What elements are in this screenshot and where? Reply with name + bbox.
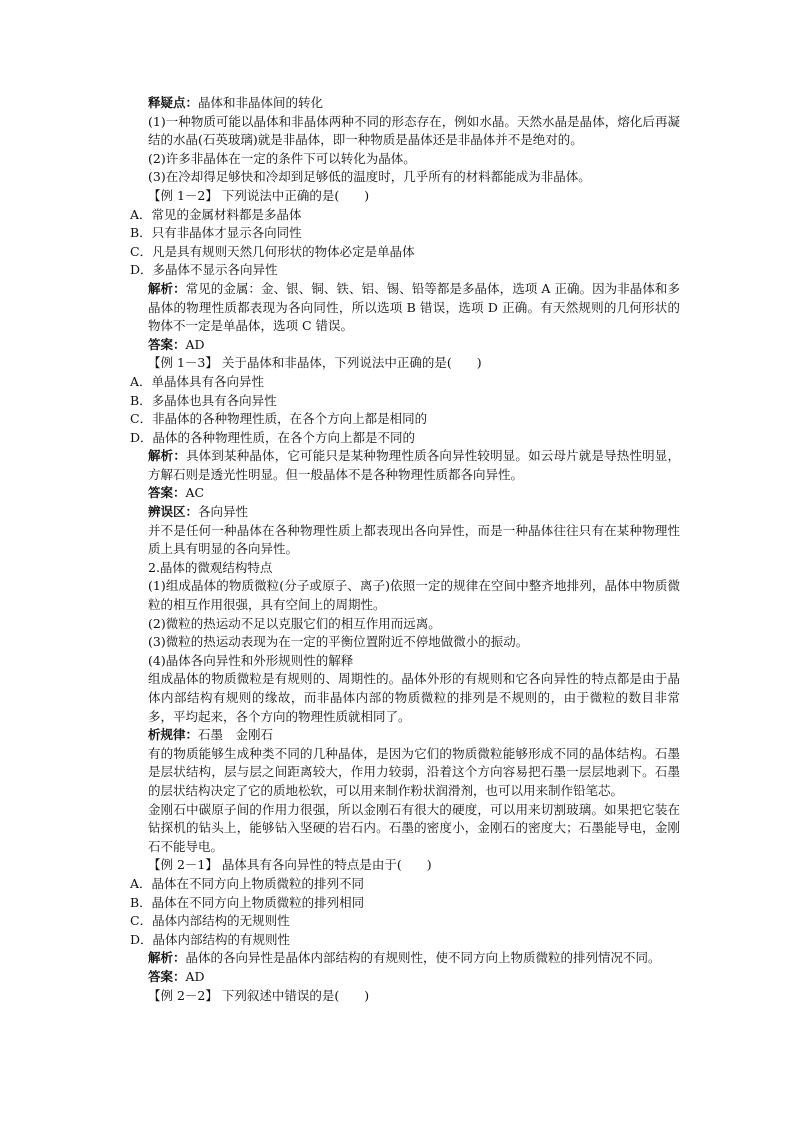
analysis: [118, 447, 680, 484]
example-label: 【例 1－2】: [148, 187, 218, 203]
option: C．凡是具有规则天然几何形状的物体必定是单晶体: [130, 243, 415, 259]
paragraph: (2)许多非晶体在一定的条件下可以转化为晶体。: [148, 150, 416, 166]
example-question-text: 晶体具有各向异性的特点是由于( ): [221, 857, 432, 873]
option: A．常见的金属材料都是多晶体: [130, 206, 302, 222]
option: D．晶体的各种物理性质，在各个方向上都是不同的: [130, 429, 416, 445]
analysis-label: 解析：: [148, 448, 187, 464]
paragraph: (1)一种物质可能以晶体和非晶体两种不同的形态存在，例如水晶。天然水晶是晶体，熔化后再凝结的水晶(石英玻璃)就是非晶体，即一种物质是晶体还是非晶体并不是绝对的。: [148, 113, 680, 148]
analysis-text: 常见的金属：金、银、铜、铁、铝、锡、铅等都是多晶体，选项 A 正确。因为非晶体和多晶体的物理性质都表现为各向同性，所以选项 B 错误，选项 D 正确。有天然规则的几何形状的物体不一定是单晶体，选项 C 错误。: [148, 280, 680, 334]
heading-rule: [118, 726, 680, 745]
label: 析规律：: [148, 727, 199, 743]
paragraph: (3)在冷却得足够快和冷却到足够低的温度时，几乎所有的材料都能成为非晶体。: [148, 169, 591, 185]
example-question: [118, 987, 680, 1006]
document-page: [118, 94, 680, 1005]
answer-label: 答案：: [148, 485, 186, 501]
analysis-label: 解析：: [148, 950, 186, 966]
section-heading: 2.晶体的微观结构特点: [148, 559, 273, 575]
option: A．晶体在不同方向上物质微粒的排列不同: [130, 875, 365, 891]
text: 各向异性: [198, 504, 249, 520]
answer: [118, 968, 680, 987]
analysis-label: 解析：: [148, 280, 186, 296]
option: B．多晶体也具有各向异性: [130, 392, 277, 408]
option: D．多晶体不显示各向异性: [130, 262, 278, 278]
example-question: [118, 187, 680, 206]
paragraph: 金刚石中碳原子间的作用力很强，所以金刚石有很大的硬度，可以用来切割玻璃。如果把它装在钻探机的钻头上，能够钻入坚硬的岩石内。石墨的密度小，金刚石的密度大；石墨能导电，金刚石不能导电。: [148, 801, 680, 854]
paragraph: 并不是任何一种晶体在各种物理性质上都表现出各向异性，而是一种晶体往往只有在某种物理性质上具有明显的各向异性。: [148, 522, 680, 557]
paragraph: 有的物质能够生成种类不同的几种晶体，是因为它们的物质微粒能够形成不同的晶体结构。石墨是层状结构，层与层之间距离较大，作用力较弱，沿着这个方向容易把石墨一层层地剥下。石墨的层状结构决定了它的质地松软，可以用来制作粉状润滑剂，也可以用来制作铅笔芯。: [148, 745, 680, 798]
analysis: [118, 949, 680, 968]
text: 石墨 金刚石: [198, 727, 274, 743]
example-question: [118, 856, 680, 875]
answer-text: AD: [185, 968, 205, 984]
answer-text: AD: [185, 336, 205, 352]
option: C．非晶体的各种物理性质，在各个方向上都是相同的: [130, 411, 428, 427]
example-label: 【例 2－1】: [148, 857, 218, 873]
text: 晶体和非晶体间的转化: [198, 95, 324, 110]
paragraph: (4)晶体各向异性和外形规则性的解释: [148, 652, 354, 668]
answer-text: AC: [185, 485, 205, 501]
option: C．晶体内部结构的无规则性: [130, 913, 290, 929]
example-label: 【例 2－2】: [148, 987, 218, 1003]
option: A．单晶体具有各向异性: [130, 373, 265, 389]
example-label: 【例 1－3】: [148, 355, 218, 371]
paragraph: 组成晶体的物质微粒是有规则的、周期性的。晶体外形的有规则和它各向异性的特点都是由于晶体内部结构有规则的缘故，而非晶体内部的物质微粒的排列是不规则的，由于微粒的数目非常多，平均起来，各个方向的物理性质就相同了。: [148, 671, 680, 724]
example-question-text: 关于晶体和非晶体，下列说法中正确的是( ): [221, 355, 482, 371]
answer-label: 答案：: [148, 336, 186, 352]
label: 辨误区：: [148, 504, 199, 520]
option: D．晶体内部结构的有规则性: [130, 931, 291, 947]
example-question-text: 下列说法中正确的是( ): [221, 187, 370, 203]
answer: [118, 336, 680, 355]
answer: [118, 484, 680, 503]
option: B．晶体在不同方向上物质微粒的排列相同: [130, 894, 365, 910]
answer-label: 答案：: [148, 968, 186, 984]
analysis: [118, 280, 680, 336]
analysis-text: 晶体的各向异性是晶体内部结构的有规则性，使不同方向上物质微粒的排列情况不同。: [185, 950, 661, 966]
analysis-text: 具体到某种晶体，它可能只是某种物理性质各向异性较明显。如云母片就是导热性明显，方解石则是透光性明显。但一般晶体不是各种物理性质都各向异性。: [148, 448, 680, 482]
example-question: [118, 354, 680, 373]
paragraph: (2)微粒的热运动不足以克服它们的相互作用而远离。: [148, 615, 441, 631]
heading-clarify: [118, 94, 680, 113]
example-question-text: 下列叙述中错误的是( ): [221, 987, 370, 1003]
heading-misconception: [118, 503, 680, 522]
label: 释疑点：: [148, 95, 199, 110]
paragraph: (3)微粒的热运动表现为在一定的平衡位置附近不停地做微小的振动。: [148, 634, 529, 650]
option: B．只有非晶体才显示各向同性: [130, 225, 302, 241]
paragraph: (1)组成晶体的物质微粒(分子或原子、离子)依照一定的规律在空间中整齐地排列，晶体中物质微粒的相互作用很强，具有空间上的周期性。: [148, 578, 680, 613]
